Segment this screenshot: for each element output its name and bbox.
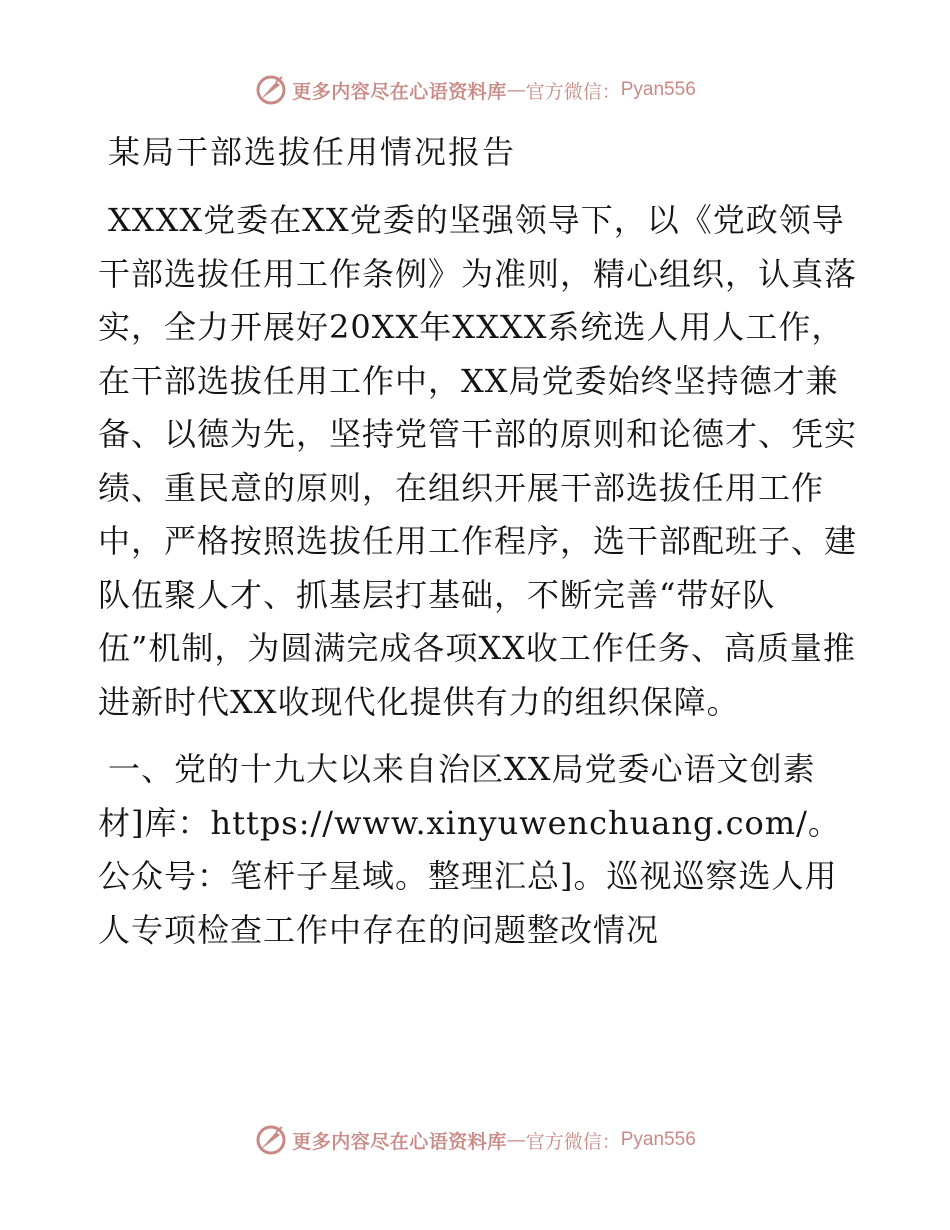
document-title: 某局干部选拔任用情况报告 [108,133,517,171]
body-paragraph: XXXX党委在XX党委的坚强领导下，以《党政领导干部选拔任用工作条例》为准则，精心组织，认真落实，全力开展好20XX年XXXX系统选人用人工作，在干部选拔任用工作中，XX局党委始终坚持德才兼备、以德为先，坚持党管干部的原则和论德才、凭实绩、重民意的原则，在组织开展干部选拔任用工作中，严格按照选拔任用工作程序，选干部配班子、建队伍聚人才、抓基层打基础，不断完善“带好队伍”机制，为圆满完成各项XX收工作任务、高质量推进新时代XX收现代化提供有力的组织保障。 [98,201,858,721]
header-watermark [0,70,950,110]
quill-logo-icon [254,73,288,107]
quill-logo-icon [254,1123,288,1157]
section-heading-paragraph: 一、党的十九大以来自治区XX局党委心语文创素材]库：https://www.xinyuwenchuang.com/。公众号：笔杆子星域。整理汇总]。巡视巡察选人用人专项检查工作中存在的问题整改情况 [98,750,841,949]
watermark-brand: 更多内容尽在心语资料库 [292,80,507,103]
watermark-separator: — [506,79,526,101]
watermark-label: 官方微信： [525,80,621,103]
watermark-brand: 更多内容尽在心语资料库 [292,1130,507,1153]
watermark-separator: — [506,1129,526,1151]
footer-watermark [0,1120,950,1160]
watermark-handle: Pyan556 [620,79,696,100]
watermark-label: 官方微信： [525,1130,621,1153]
document-body [98,118,858,957]
watermark-handle: Pyan556 [620,1129,696,1150]
